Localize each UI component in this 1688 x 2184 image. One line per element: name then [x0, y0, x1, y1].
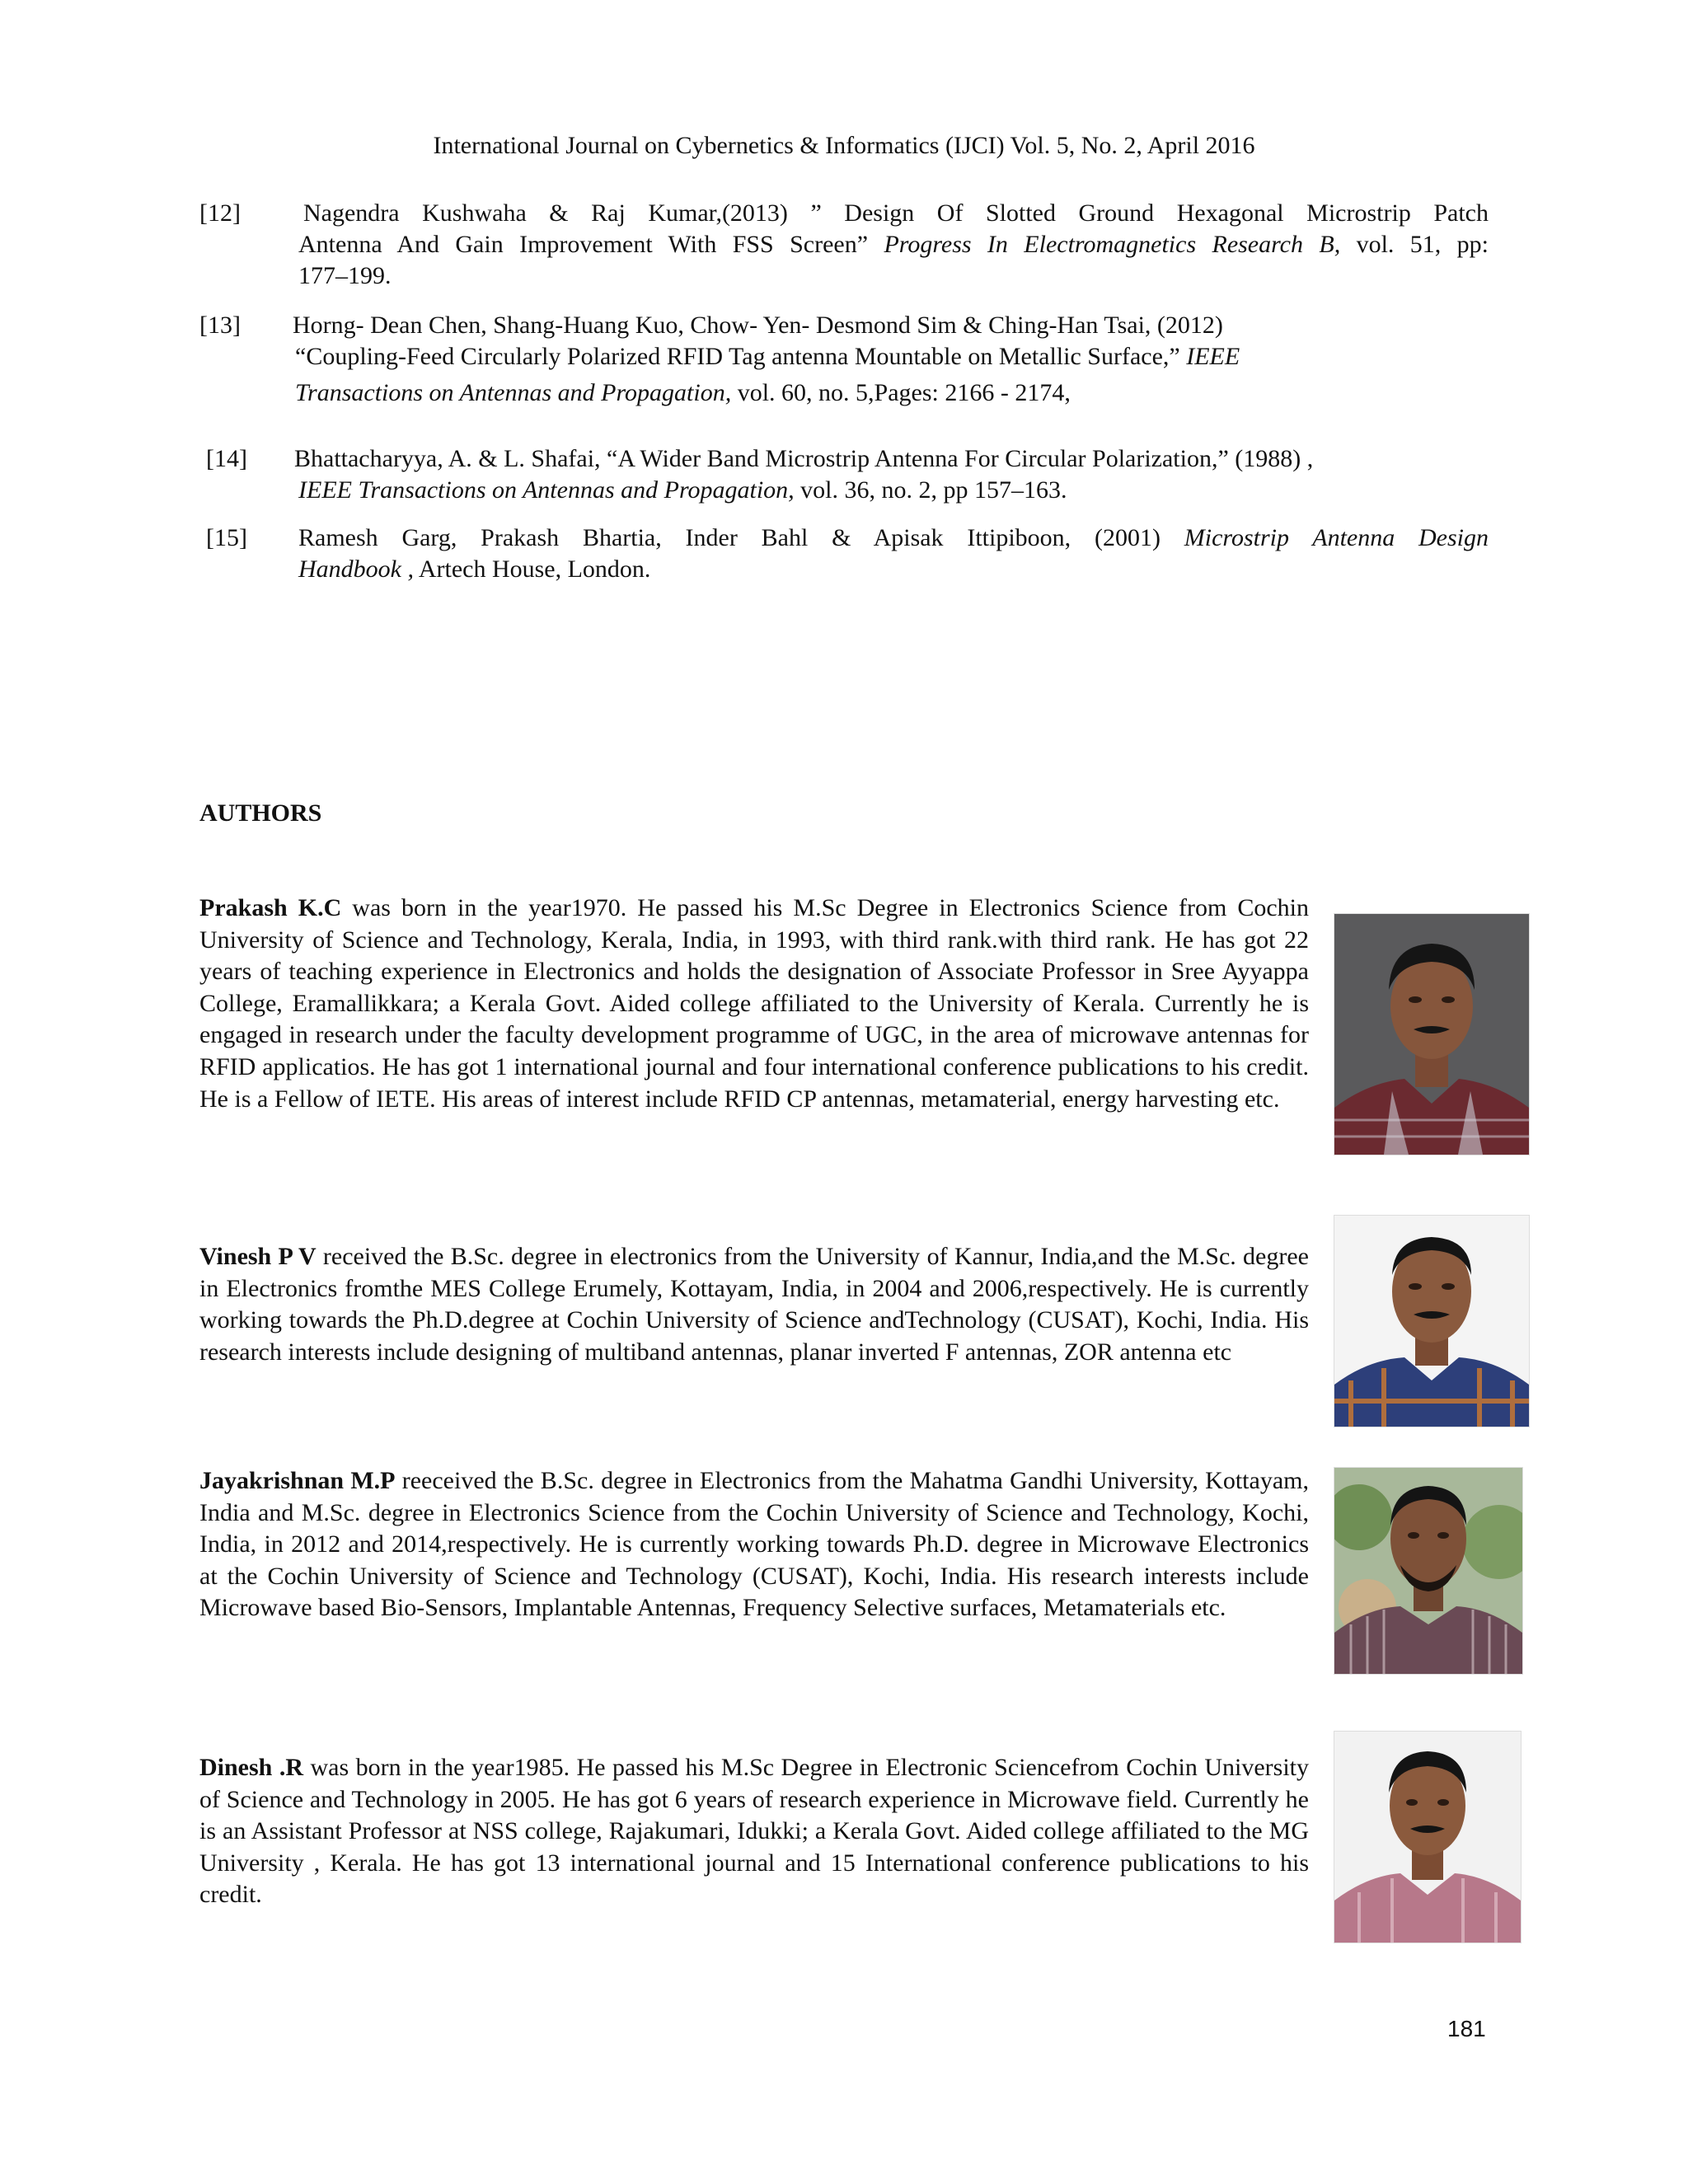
- reference-12-line-1: Nagendra Kushwaha & Raj Kumar,(2013) ” Design Of Slotted Ground Hexagonal Microstrip Patch: [303, 199, 1489, 227]
- authors-heading: AUTHORS: [199, 799, 322, 827]
- reference-15-line-2: Handbook , Artech House, London.: [298, 555, 651, 583]
- reference-14-line-1: Bhattacharyya, A. & L. Shafai, “A Wider Band Microstrip Antenna For Circular Polarization,” (1988) ,: [294, 445, 1314, 472]
- author-photo-dinesh: [1334, 1731, 1522, 1943]
- author-bio-prakash: Prakash K.C was born in the year1970. He passed his M.Sc Degree in Electronics Science from Cochin University of Science and Technology, Kerala, India, in 1993, with third rank.with third rank. He has got 22 years of teaching experience in Electronics and holds the designation of Associate Professor in Sree Ayyappa College, Eramallikkara; a Kerala Govt. Aided college affiliated to the University of Kerala. Currently he is engaged in research under the faculty development programme of UGC, in the area of microwave antennas for RFID applicatios. He has got 1 international journal and four international conference publications to his credit. He is a Fellow of IETE. His areas of interest include RFID CP antennas, metamaterial, energy harvesting etc.: [199, 894, 1309, 1113]
- author-bio-dinesh: Dinesh .R was born in the year1985. He passed his M.Sc Degree in Electronic Sciencefrom Cochin University of Science and Technology in 2005. He has got 6 years of research experience in Microwave field. Currently he is an Assistant Professor at NSS college, Rajakumari, Idukki; a Kerala Govt. Aided college affiliated to the MG University , Kerala. He has got 13 international journal and 15 International conference publications to his credit.: [199, 1754, 1309, 1909]
- reference-13-line-2: “Coupling-Feed Circularly Polarized RFID Tag antenna Mountable on Metallic Surface,” IEEE: [295, 343, 1240, 370]
- reference-12-line-3: 177–199.: [298, 262, 392, 289]
- reference-number: [13]: [199, 312, 241, 339]
- reference-number: [12]: [199, 199, 241, 227]
- author-photo-prakash: [1334, 913, 1530, 1155]
- reference-number: [14]: [206, 445, 247, 472]
- reference-number: [15]: [206, 524, 247, 551]
- reference-12-line-2: Antenna And Gain Improvement With FSS Screen” Progress In Electromagnetics Research B, vol. 51, pp:: [298, 231, 1489, 258]
- reference-15-line-1: Ramesh Garg, Prakash Bhartia, Inder Bahl & Apisak Ittipiboon, (2001) Microstrip Antenna Design: [298, 524, 1489, 551]
- author-bio-jayakrishnan: Jayakrishnan M.P reeceived the B.Sc. degree in Electronics from the Mahatma Gandhi University, Kottayam, India and M.Sc. degree in Electronics Science from the Cochin University of Science and Technology, Kochi, India, in 2012 and 2014,respectively. He is currently working towards Ph.D. degree in Microwave Electronics at the Cochin University of Science and Technology (CUSAT), Kochi, India. His research interests include Microwave based Bio-Sensors, Implantable Antennas, Frequency Selective surfaces, Metamaterials etc.: [199, 1467, 1309, 1622]
- journal-header: International Journal on Cybernetics & Informatics (IJCI) Vol. 5, No. 2, April 2016: [433, 132, 1255, 159]
- author-name: Dinesh .R: [199, 1754, 303, 1781]
- reference-13-line-1: Horng- Dean Chen, Shang-Huang Kuo, Chow- Yen- Desmond Sim & Ching-Han Tsai, (2012): [293, 312, 1223, 339]
- reference-14-line-2: IEEE Transactions on Antennas and Propagation, vol. 36, no. 2, pp 157–163.: [298, 476, 1067, 504]
- author-name: Vinesh P V: [199, 1243, 316, 1270]
- author-name: Jayakrishnan M.P: [199, 1467, 396, 1494]
- author-photo-jayakrishnan: [1334, 1467, 1523, 1675]
- author-name: Prakash K.C: [199, 894, 342, 921]
- author-photo-vinesh: [1334, 1215, 1530, 1427]
- reference-13-line-3: Transactions on Antennas and Propagation, vol. 60, no. 5,Pages: 2166 - 2174,: [295, 379, 1071, 406]
- author-bio-vinesh: Vinesh P V received the B.Sc. degree in electronics from the University of Kannur, India,and the M.Sc. degree in Electronics fromthe MES College Erumely, Kottayam, India, in 2004 and 2006,respectively. He is currently working towards the Ph.D.degree at Cochin University of Science andTechnology (CUSAT), Kochi, India. His research interests include designing of multiband antennas, planar inverted F antennas, ZOR antenna etc: [199, 1243, 1309, 1366]
- page-number: 181: [1447, 2016, 1486, 2041]
